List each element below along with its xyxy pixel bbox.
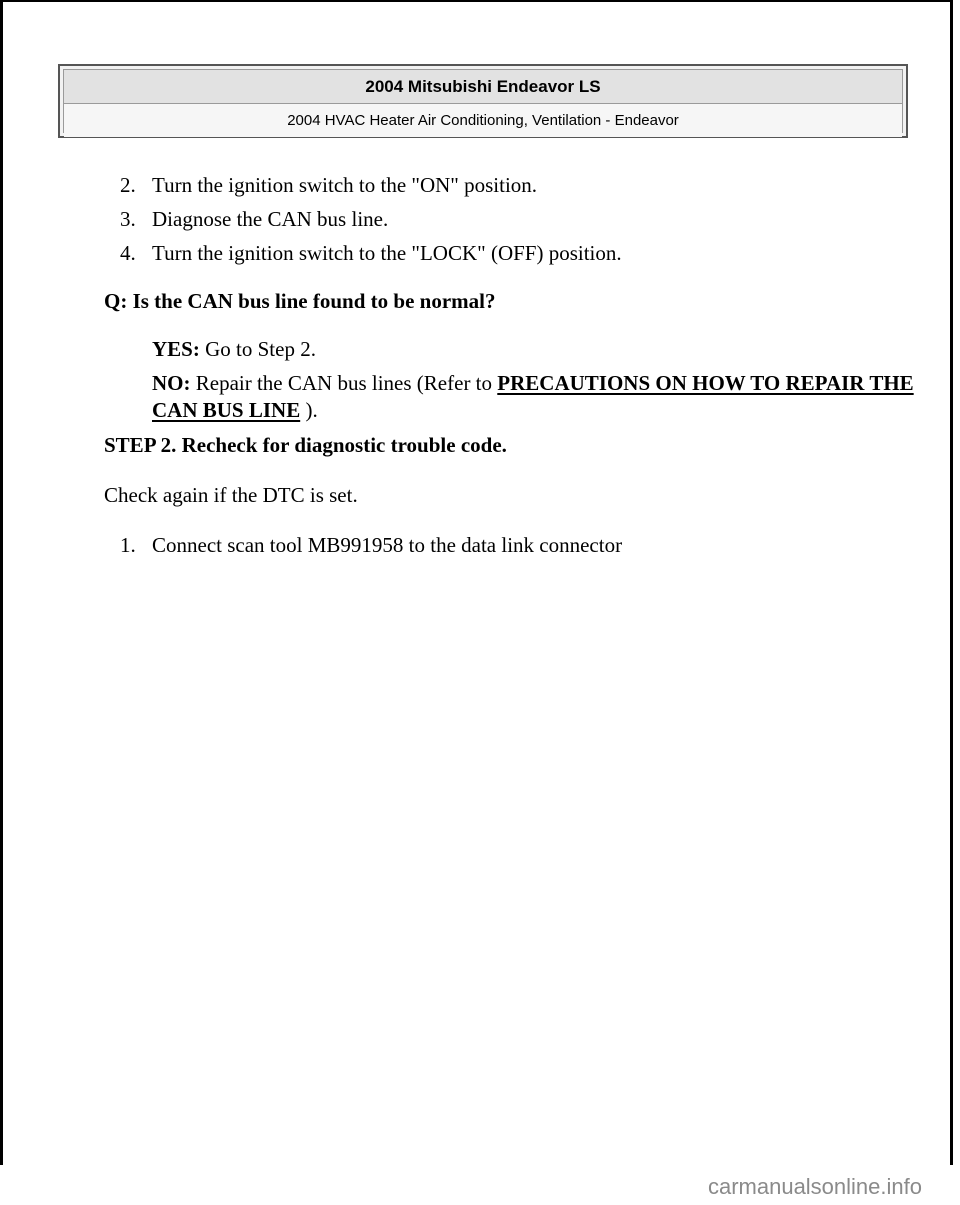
no-answer [152, 370, 914, 424]
list-item [104, 532, 914, 559]
precautions-link[interactable]: PRECAUTIONS ON HOW TO REPAIR THE CAN BUS LINE [152, 371, 914, 422]
no-text-end: ). [305, 398, 318, 422]
list-item [104, 172, 914, 199]
list-item [104, 240, 914, 267]
step-number: 1. [120, 533, 136, 557]
step2-intro: Check again if the DTC is set. [104, 483, 358, 507]
yes-text: Go to Step 2. [205, 337, 316, 361]
step-number: 4. [120, 241, 136, 265]
step-text: Diagnose the CAN bus line. [152, 207, 389, 231]
step-number: 2. [120, 173, 136, 197]
yes-answer [152, 336, 914, 363]
question: Q: Is the CAN bus line found to be normal? [104, 289, 496, 313]
document-header [58, 64, 908, 138]
step-text: Turn the ignition switch to the "LOCK" (OFF) position. [152, 241, 622, 265]
vehicle-title: 2004 Mitsubishi Endeavor LS [64, 70, 902, 104]
step-list-first [104, 172, 914, 267]
list-item [104, 206, 914, 233]
no-label: NO: [152, 371, 191, 395]
section-title: 2004 HVAC Heater Air Conditioning, Ventilation - Endeavor [64, 104, 902, 137]
step-text: Connect scan tool MB991958 to the data link connector [152, 533, 623, 557]
header-table [63, 69, 903, 133]
manual-content [104, 172, 914, 566]
step-text: Turn the ignition switch to the "ON" position. [152, 173, 538, 197]
step2-heading: STEP 2. Recheck for diagnostic trouble code. [104, 433, 507, 457]
yes-label: YES: [152, 337, 200, 361]
step-list-second [104, 532, 914, 559]
no-text: Repair the CAN bus lines (Refer to [195, 371, 493, 395]
watermark: carmanualsonline.info [707, 1173, 922, 1199]
step-number: 3. [120, 207, 136, 231]
